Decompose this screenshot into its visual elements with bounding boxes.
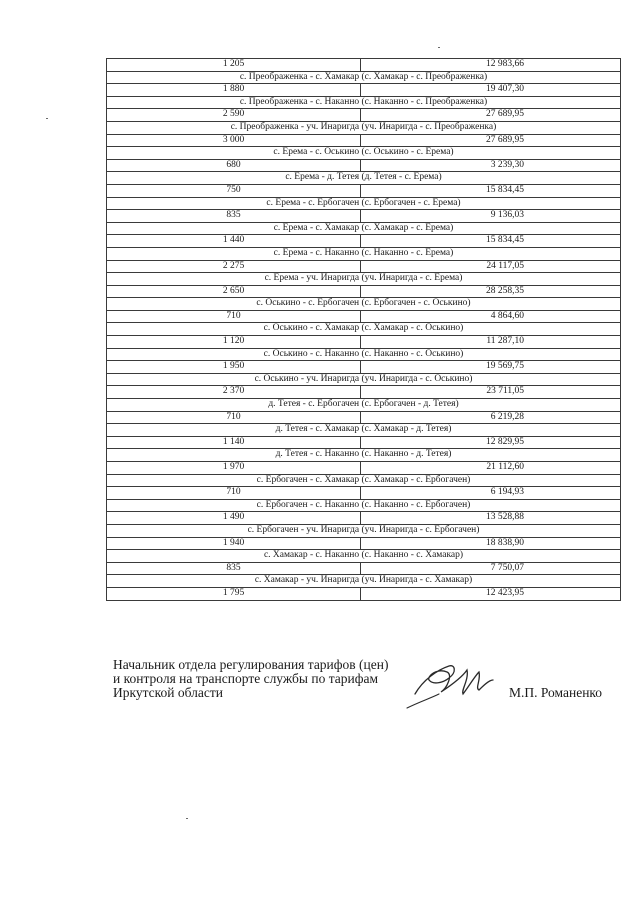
- cost-cell: 13 528,88: [361, 512, 621, 525]
- position-line: Начальник отдела регулирования тарифов (цен): [113, 657, 389, 672]
- route-header-row: [107, 197, 621, 210]
- tariff-row: [107, 562, 621, 575]
- route-header-row: [107, 348, 621, 361]
- route-label: с. Ерема - с. Наканно (с. Наканно - с. Ерема): [107, 247, 621, 260]
- route-header-row: [107, 449, 621, 462]
- distance-cell: 1 440: [107, 235, 361, 248]
- distance-cell: 710: [107, 487, 361, 500]
- tariff-row: [107, 587, 621, 600]
- distance-cell: 1 970: [107, 462, 361, 475]
- cost-cell: 27 689,95: [361, 109, 621, 122]
- distance-cell: 1 950: [107, 361, 361, 374]
- route-label: д. Тетея - с. Наканно (с. Наканно - д. Тетея): [107, 449, 621, 462]
- signer-name: М.П. Романенко: [509, 685, 603, 700]
- cost-cell: 27 689,95: [361, 134, 621, 147]
- tariff-row: [107, 159, 621, 172]
- cost-cell: 7 750,07: [361, 562, 621, 575]
- cost-cell: 23 711,05: [361, 386, 621, 399]
- handwritten-signature: [403, 650, 499, 712]
- route-header-row: [107, 474, 621, 487]
- route-header-row: [107, 499, 621, 512]
- tariff-row: [107, 260, 621, 273]
- tariff-row: [107, 84, 621, 97]
- route-label: с. Ербогачен - с. Наканно (с. Наканно - с. Ербогачен): [107, 499, 621, 512]
- route-label: с. Хамакар - с. Наканно (с. Наканно - с. Хамакар): [107, 550, 621, 563]
- distance-cell: 710: [107, 411, 361, 424]
- signature-block: [113, 658, 388, 700]
- route-label: с. Ербогачен - уч. Инаригда (уч. Инаригда - с. Ербогачен): [107, 524, 621, 537]
- route-header-row: [107, 273, 621, 286]
- route-header-row: [107, 373, 621, 386]
- tariff-row: [107, 336, 621, 349]
- cost-cell: 19 569,75: [361, 361, 621, 374]
- distance-cell: 3 000: [107, 134, 361, 147]
- distance-cell: 1 140: [107, 436, 361, 449]
- route-label: с. Оськино - уч. Инаригда (уч. Инаригда - с. Оськино): [107, 373, 621, 386]
- distance-cell: 680: [107, 159, 361, 172]
- distance-cell: 1 490: [107, 512, 361, 525]
- position-line: Иркутской области: [113, 685, 224, 700]
- tariff-row: [107, 109, 621, 122]
- tariff-row: [107, 134, 621, 147]
- tariff-row: [107, 59, 621, 72]
- route-header-row: [107, 96, 621, 109]
- route-label: с. Ербогачен - с. Хамакар (с. Хамакар - с. Ербогачен): [107, 474, 621, 487]
- tariff-row: [107, 235, 621, 248]
- route-header-row: [107, 222, 621, 235]
- tariff-table-body: [107, 59, 621, 601]
- tariff-row: [107, 411, 621, 424]
- tariff-row: [107, 361, 621, 374]
- tariff-row: [107, 386, 621, 399]
- route-label: с. Преображенка - уч. Инаригда (уч. Инаригда - с. Преображенка): [107, 121, 621, 134]
- route-label: с. Оськино - с. Наканно (с. Наканно - с. Оськино): [107, 348, 621, 361]
- cost-cell: 21 112,60: [361, 462, 621, 475]
- cost-cell: 19 407,30: [361, 84, 621, 97]
- distance-cell: 750: [107, 184, 361, 197]
- tariff-row: [107, 210, 621, 223]
- route-label: д. Тетея - с. Хамакар (с. Хамакар - д. Тетея): [107, 424, 621, 437]
- distance-cell: 2 370: [107, 386, 361, 399]
- route-header-row: [107, 424, 621, 437]
- cost-cell: 24 117,05: [361, 260, 621, 273]
- cost-cell: 12 423,95: [361, 587, 621, 600]
- route-header-row: [107, 172, 621, 185]
- tariff-row: [107, 487, 621, 500]
- distance-cell: 2 275: [107, 260, 361, 273]
- distance-cell: 1 880: [107, 84, 361, 97]
- route-label: с. Ерема - с. Оськино (с. Оськино - с. Ерема): [107, 147, 621, 160]
- cost-cell: 28 258,35: [361, 285, 621, 298]
- cost-cell: 15 834,45: [361, 235, 621, 248]
- route-label: с. Ерема - д. Тетея (д. Тетея - с. Ерема): [107, 172, 621, 185]
- distance-cell: 1 940: [107, 537, 361, 550]
- cost-cell: 6 219,28: [361, 411, 621, 424]
- route-label: д. Тетея - с. Ербогачен (с. Ербогачен - д. Тетея): [107, 399, 621, 412]
- route-label: с. Хамакар - уч. Инаригда (уч. Инаригда - с. Хамакар): [107, 575, 621, 588]
- route-label: с. Ерема - уч. Инаригда (уч. Инаригда - с. Ерема): [107, 273, 621, 286]
- route-header-row: [107, 121, 621, 134]
- tariff-row: [107, 436, 621, 449]
- route-label: с. Оськино - с. Ербогачен (с. Ербогачен - с. Оськино): [107, 298, 621, 311]
- position-line: и контроля на транспорте службы по тарифам: [113, 671, 379, 686]
- route-header-row: [107, 323, 621, 336]
- cost-cell: 9 136,03: [361, 210, 621, 223]
- route-label: с. Преображенка - с. Наканно (с. Наканно - с. Преображенка): [107, 96, 621, 109]
- route-header-row: [107, 399, 621, 412]
- route-header-row: [107, 147, 621, 160]
- route-header-row: [107, 71, 621, 84]
- route-label: с. Ерема - с. Хамакар (с. Хамакар - с. Ерема): [107, 222, 621, 235]
- route-label: с. Преображенка - с. Хамакар (с. Хамакар - с. Преображенка): [107, 71, 621, 84]
- cost-cell: 18 838,90: [361, 537, 621, 550]
- cost-cell: 12 983,66: [361, 59, 621, 72]
- distance-cell: 2 590: [107, 109, 361, 122]
- distance-cell: 1 205: [107, 59, 361, 72]
- tariff-row: [107, 462, 621, 475]
- route-label: с. Ерема - с. Ербогачен (с. Ербогачен - с. Ерема): [107, 197, 621, 210]
- distance-cell: 1 795: [107, 587, 361, 600]
- scan-speck: [186, 818, 188, 819]
- route-header-row: [107, 550, 621, 563]
- cost-cell: 15 834,45: [361, 184, 621, 197]
- route-header-row: [107, 575, 621, 588]
- cost-cell: 12 829,95: [361, 436, 621, 449]
- tariff-row: [107, 184, 621, 197]
- cost-cell: 3 239,30: [361, 159, 621, 172]
- tariff-row: [107, 310, 621, 323]
- cost-cell: 4 864,60: [361, 310, 621, 323]
- route-header-row: [107, 247, 621, 260]
- distance-cell: 710: [107, 310, 361, 323]
- scan-speck: [46, 118, 48, 119]
- distance-cell: 2 650: [107, 285, 361, 298]
- route-header-row: [107, 524, 621, 537]
- cost-cell: 11 287,10: [361, 336, 621, 349]
- tariff-row: [107, 537, 621, 550]
- tariff-row: [107, 512, 621, 525]
- tariff-row: [107, 285, 621, 298]
- cost-cell: 6 194,93: [361, 487, 621, 500]
- route-header-row: [107, 298, 621, 311]
- route-label: с. Оськино - с. Хамакар (с. Хамакар - с. Оськино): [107, 323, 621, 336]
- scan-speck: [438, 47, 440, 48]
- tariff-table: [106, 58, 621, 601]
- distance-cell: 835: [107, 210, 361, 223]
- distance-cell: 1 120: [107, 336, 361, 349]
- distance-cell: 835: [107, 562, 361, 575]
